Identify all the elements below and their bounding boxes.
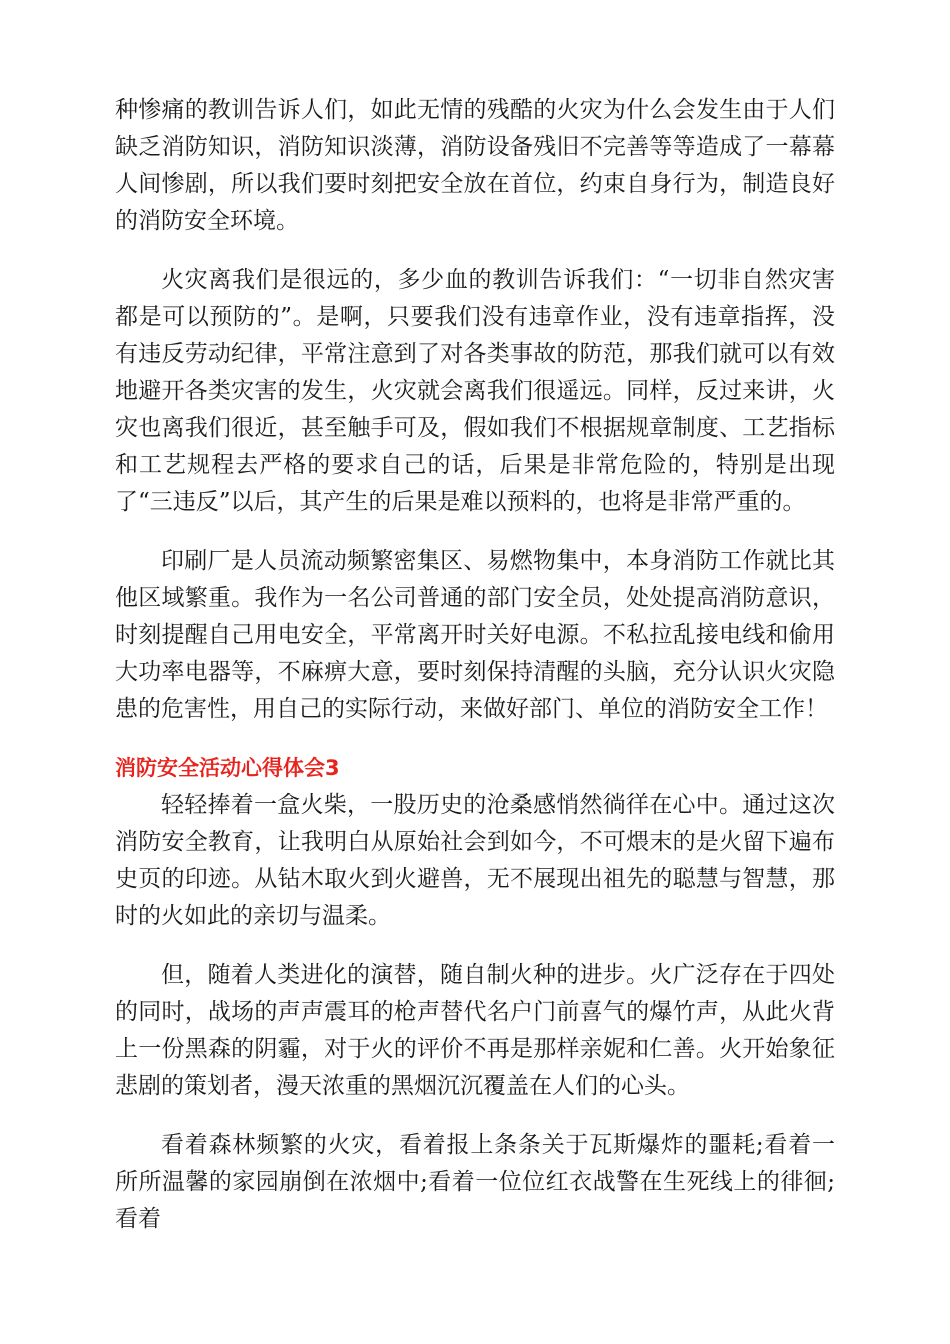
paragraph-3: 印刷厂是人员流动频繁密集区、易燃物集中，本身消防工作就比其他区域繁重。我作为一名公司普通的部门安全员，处处提高消防意识，时刻提醒自己用电安全，平常离开时关好电源。不私拉乱接电线和偷用大功率电器等，不麻痹大意，要时刻保持清醒的头脑，充分认识火灾隐患的危害性，用自己的实际行动，来做好部门、单位的消防安全工作！ [115, 548, 835, 722]
paragraph-1: 种惨痛的教训告诉人们，如此无情的残酷的火灾为什么会发生由于人们缺乏消防知识，消防知识淡薄，消防设备残旧不完善等等造成了一幕幕人间惨剧，所以我们要时刻把安全放在首位，约束自身行为，制造良好的消防安全环境。 [115, 97, 835, 234]
paragraph-4: 轻轻捧着一盒火柴，一股历史的沧桑感悄然徜徉在心中。通过这次消防安全教育，让我明白从原始社会到如今，不可煨末的是火留下遍布史页的印迹。从钻木取火到火避兽，无不展现出祖先的聪慧与智慧，那时的火如此的亲切与温柔。 [115, 792, 835, 929]
section-heading: 消防安全活动心得体会3 [115, 756, 340, 780]
document-page [115, 92, 835, 1238]
paragraph-6: 看着森林频繁的火灾，看着报上条条关于瓦斯爆炸的噩耗;看着一所所温馨的家园崩倒在浓烟中;看着一位位红衣战警在生死线上的徘徊;看着 [115, 1132, 835, 1232]
paragraph-2: 火灾离我们是很远的，多少血的教训告诉我们：“一切非自然灾害都是可以预防的”。是啊，只要我们没有违章作业，没有违章指挥，没有违反劳动纪律，平常注意到了对各类事故的防范，那我们就可以有效地避开各类灾害的发生，火灾就会离我们很遥远。同样，反过来讲，火灾也离我们很近，甚至触手可及，假如我们不根据规章制度、工艺指标和工艺规程去严格的要求自己的话，后果是非常危险的，特别是出现了“三违反”以后，其产生的后果是难以预料的，也将是非常严重的。 [115, 267, 835, 515]
paragraph-5: 但，随着人类进化的演替，随自制火种的进步。火广泛存在于四处的同时，战场的声声震耳的枪声替代名户门前喜气的爆竹声，从此火背上一份黑森的阴霾，对于火的评价不再是那样亲妮和仁善。火开始象征悲剧的策划者，漫天浓重的黑烟沉沉覆盖在人们的心头。 [115, 962, 835, 1099]
